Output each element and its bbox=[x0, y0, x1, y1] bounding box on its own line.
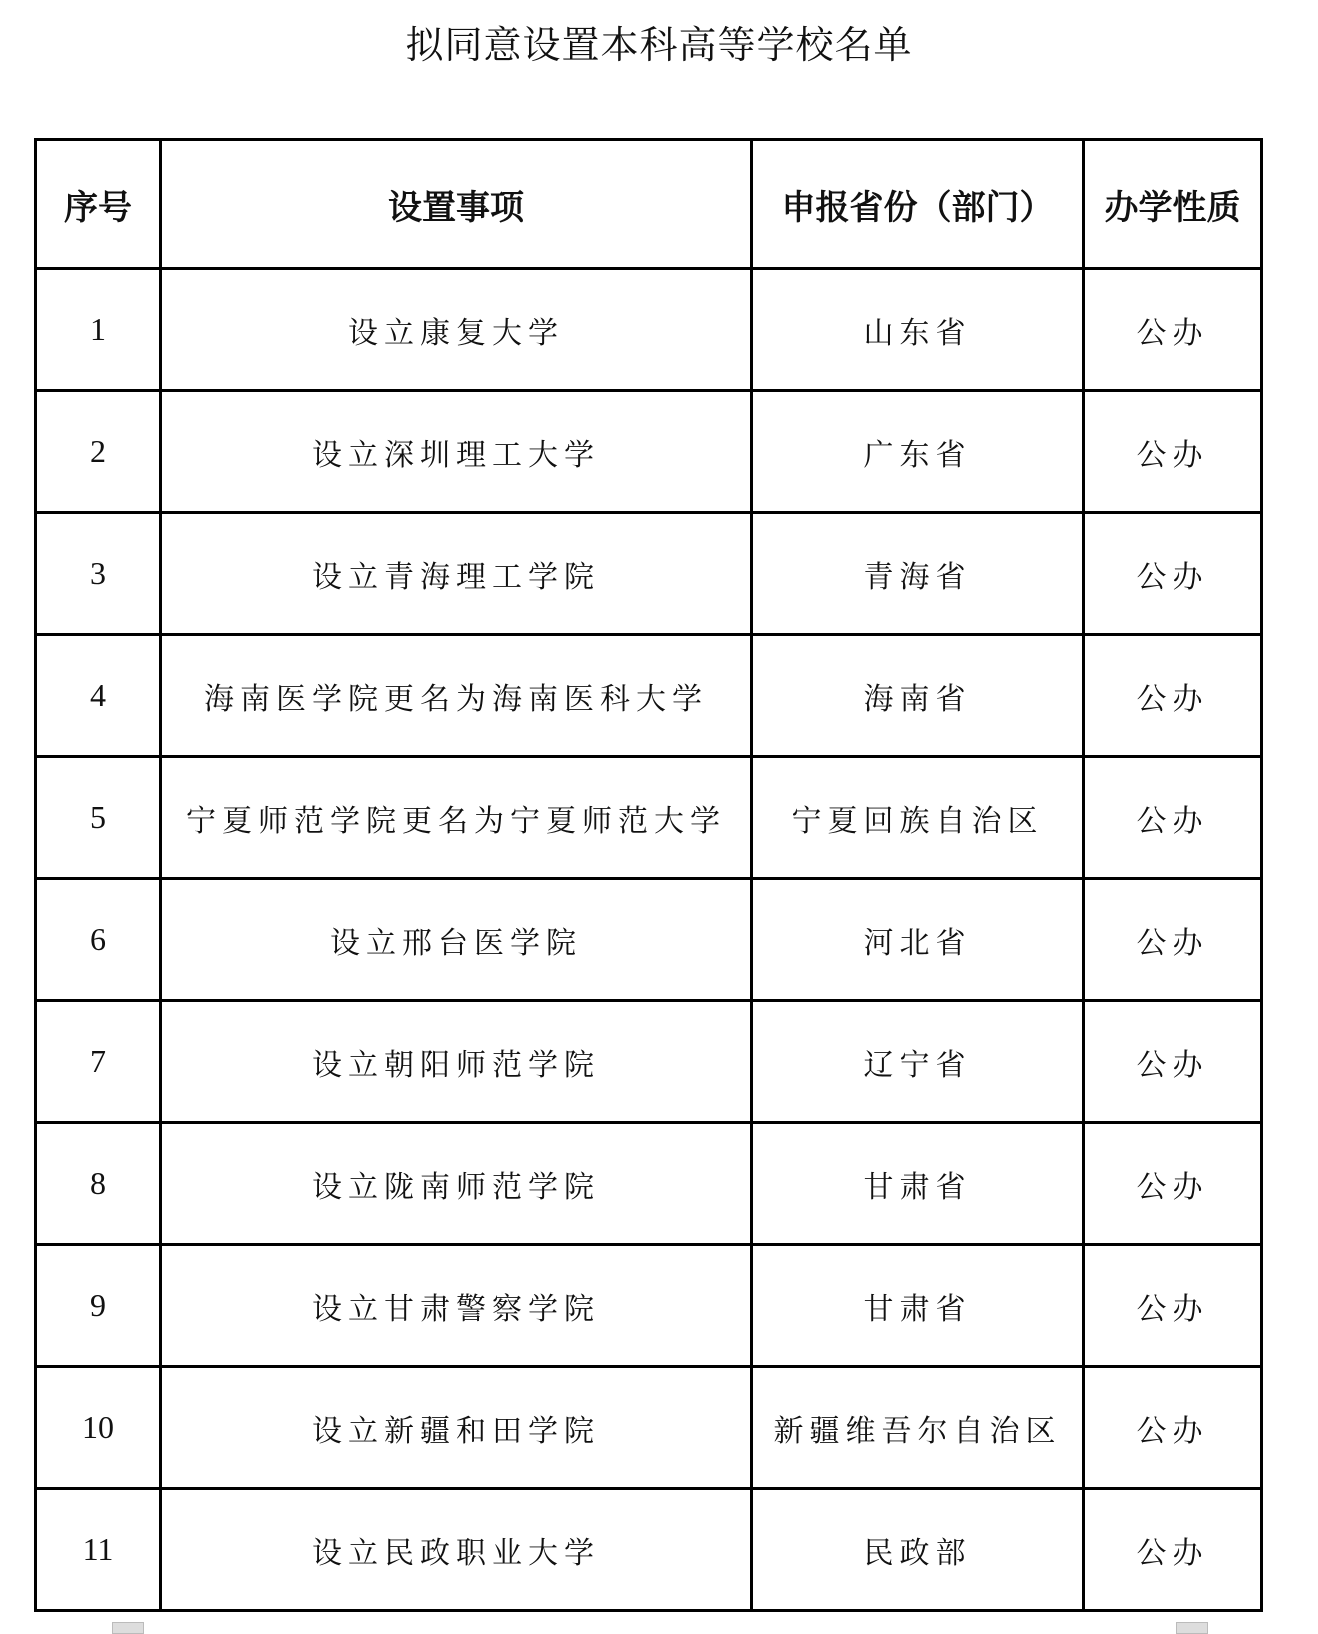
nature-cell: 公办 bbox=[1084, 1245, 1262, 1367]
nature-cell: 公办 bbox=[1084, 1123, 1262, 1245]
nature-cell: 公办 bbox=[1084, 269, 1262, 391]
header-province: 申报省份（部门） bbox=[752, 140, 1084, 269]
item-cell: 设立康复大学 bbox=[161, 269, 752, 391]
province-cell: 甘肃省 bbox=[752, 1245, 1084, 1367]
province-cell: 甘肃省 bbox=[752, 1123, 1084, 1245]
table-row bbox=[36, 269, 1262, 391]
item-cell: 设立邢台医学院 bbox=[161, 879, 752, 1001]
serial-cell: 8 bbox=[36, 1123, 161, 1245]
page-edge-fragment bbox=[112, 1622, 144, 1634]
table-header-row bbox=[36, 140, 1262, 269]
nature-cell: 公办 bbox=[1084, 757, 1262, 879]
serial-cell: 10 bbox=[36, 1367, 161, 1489]
serial-cell: 4 bbox=[36, 635, 161, 757]
item-cell: 设立民政职业大学 bbox=[161, 1489, 752, 1611]
province-cell: 山东省 bbox=[752, 269, 1084, 391]
table-row bbox=[36, 1001, 1262, 1123]
nature-cell: 公办 bbox=[1084, 879, 1262, 1001]
nature-cell: 公办 bbox=[1084, 1367, 1262, 1489]
nature-cell: 公办 bbox=[1084, 1001, 1262, 1123]
serial-cell: 2 bbox=[36, 391, 161, 513]
table-row bbox=[36, 1123, 1262, 1245]
item-cell: 设立甘肃警察学院 bbox=[161, 1245, 752, 1367]
item-cell: 设立新疆和田学院 bbox=[161, 1367, 752, 1489]
province-cell: 广东省 bbox=[752, 391, 1084, 513]
document-title: 拟同意设置本科高等学校名单 bbox=[405, 23, 913, 67]
serial-cell: 6 bbox=[36, 879, 161, 1001]
table-row bbox=[36, 635, 1262, 757]
province-cell: 民政部 bbox=[752, 1489, 1084, 1611]
serial-cell: 5 bbox=[36, 757, 161, 879]
serial-cell: 7 bbox=[36, 1001, 161, 1123]
item-cell: 海南医学院更名为海南医科大学 bbox=[161, 635, 752, 757]
table-row bbox=[36, 879, 1262, 1001]
province-cell: 河北省 bbox=[752, 879, 1084, 1001]
province-cell: 辽宁省 bbox=[752, 1001, 1084, 1123]
page-edge-fragment bbox=[1176, 1622, 1208, 1634]
province-cell: 宁夏回族自治区 bbox=[752, 757, 1084, 879]
table-row bbox=[36, 1367, 1262, 1489]
serial-cell: 9 bbox=[36, 1245, 161, 1367]
nature-cell: 公办 bbox=[1084, 1489, 1262, 1611]
serial-cell: 1 bbox=[36, 269, 161, 391]
table-row bbox=[36, 513, 1262, 635]
nature-cell: 公办 bbox=[1084, 391, 1262, 513]
table-row bbox=[36, 1245, 1262, 1367]
header-serial: 序号 bbox=[36, 140, 161, 269]
item-cell: 设立朝阳师范学院 bbox=[161, 1001, 752, 1123]
province-cell: 新疆维吾尔自治区 bbox=[752, 1367, 1084, 1489]
table-row bbox=[36, 1489, 1262, 1611]
serial-cell: 11 bbox=[36, 1489, 161, 1611]
item-cell: 设立青海理工学院 bbox=[161, 513, 752, 635]
header-item: 设置事项 bbox=[161, 140, 752, 269]
serial-cell: 3 bbox=[36, 513, 161, 635]
province-cell: 青海省 bbox=[752, 513, 1084, 635]
item-cell: 设立深圳理工大学 bbox=[161, 391, 752, 513]
schools-table bbox=[34, 138, 1263, 1612]
province-cell: 海南省 bbox=[752, 635, 1084, 757]
item-cell: 宁夏师范学院更名为宁夏师范大学 bbox=[161, 757, 752, 879]
item-cell: 设立陇南师范学院 bbox=[161, 1123, 752, 1245]
nature-cell: 公办 bbox=[1084, 513, 1262, 635]
table-row bbox=[36, 757, 1262, 879]
nature-cell: 公办 bbox=[1084, 635, 1262, 757]
table-row bbox=[36, 391, 1262, 513]
header-nature: 办学性质 bbox=[1084, 140, 1262, 269]
